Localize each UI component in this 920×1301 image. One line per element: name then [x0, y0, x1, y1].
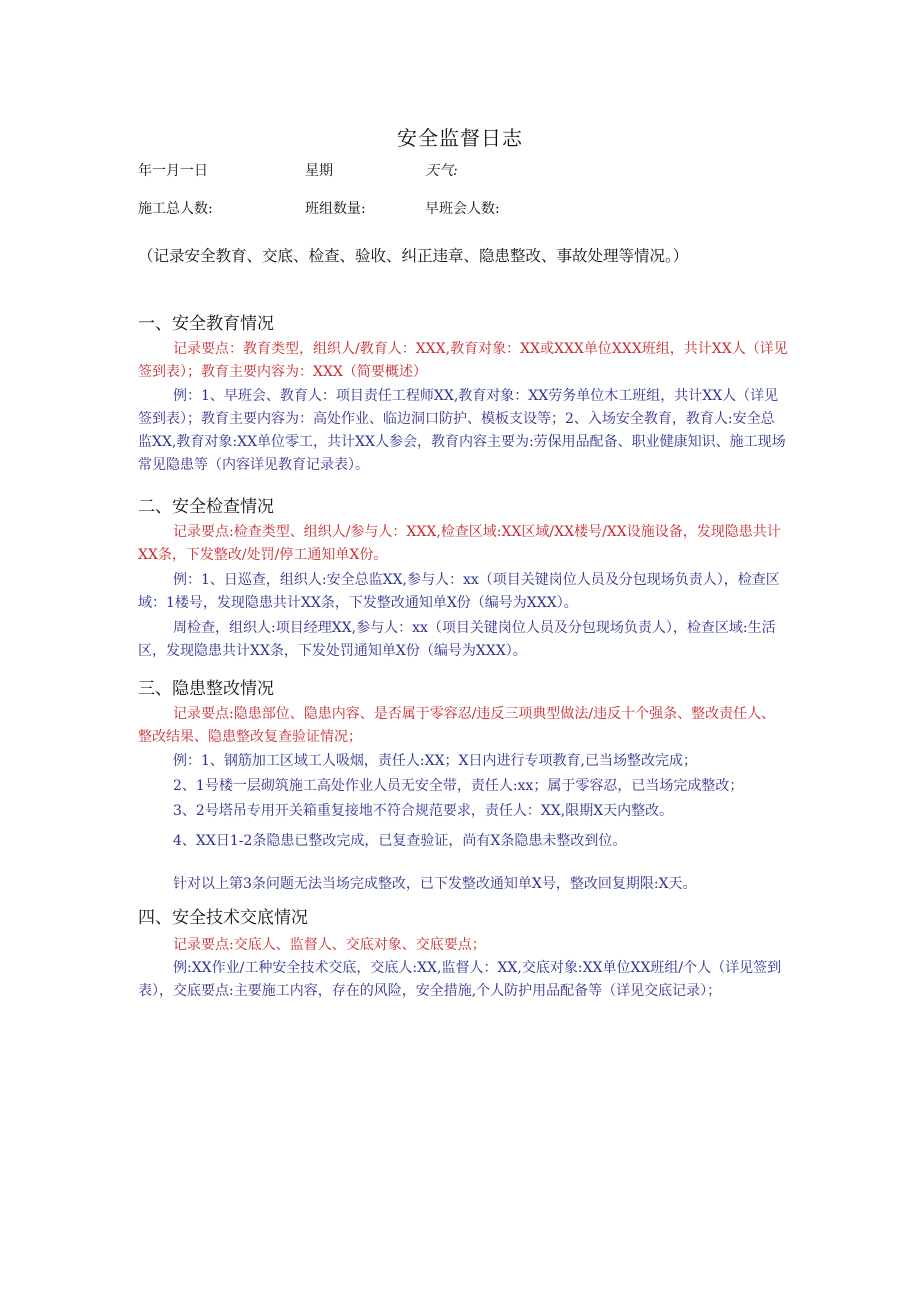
- team-count-field: 班组数量:: [305, 201, 366, 217]
- section-education-key-points: 记录要点：教育类型，组织人/教育人：XXX,教育对象：XX或XXX单位XXX班组，共计XX人（详见签到表）；教育主要内容为：XXX（简要概述）: [138, 341, 788, 380]
- rectification-followup: 针对以上第3条问题无法当场完成整改，已下发整改通知单X号，整改回复期限:X天。: [173, 876, 697, 892]
- record-note: （记录安全教育、交底、检查、验收、纠正违章、隐患整改、事故处理等情况。）: [138, 247, 689, 265]
- document-title: 安全监督日志: [397, 126, 523, 150]
- meeting-count-field: 早班会人数:: [425, 201, 500, 217]
- section-education-example: 例：1、早班会、教育人：项目责任工程师XX,教育对象：XX劳务单位木工班组，共计XX人（详见签到表）；教育主要内容为：高处作业、临边洞口防护、模板支设等；2、入场安全教育，教育人:安全总监XX,教育对象:XX单位零工，共计XX人参会，教育内容主要为:劳保用品配备、职业健康知识、施工现场常见隐患等（内容详见教育记录表）。: [138, 388, 786, 473]
- section-education-heading: 一、安全教育情况: [138, 314, 274, 334]
- weather-field: 天气:: [425, 163, 458, 179]
- section-inspection-example-weekly: 周检查，组织人:项目经理XX,参与人：xx（项目关键岗位人员及分包现场负责人），检查区域:生活区，发现隐患共计XX条，下发处罚通知单X份（编号为XXX）。: [138, 620, 776, 659]
- section-rectification-key-points: 记录要点:隐患部位、隐患内容、是否属于零容忍/违反三项典型做法/违反十个强条、整改责任人、整改结果、隐患整改复查验证情况；: [138, 706, 776, 745]
- section-inspection-example-daily: 例：1、日巡查，组织人:安全总监XX,参与人：xx（项目关键岗位人员及分包现场负责人），检查区域：1楼号，发现隐患共计XX条，下发整改通知单X份（编号为XXX）。: [138, 572, 780, 611]
- rectification-item-2: 2、1号楼一层砌筑施工高处作业人员无安全带，责任人:xx；属于零容忍，已当场完成整改；: [173, 778, 744, 794]
- date-field: 年一月一日: [138, 163, 208, 179]
- rectification-item-4: 4、XX日1-2条隐患已整改完成，已复查验证，尚有X条隐患未整改到位。: [173, 833, 627, 849]
- section-rectification-heading: 三、隐患整改情况: [138, 679, 274, 699]
- rectification-item-3: 3、2号塔吊专用开关箱重复接地不符合规范要求，责任人：XX,限期X天内整改。: [173, 803, 674, 819]
- section-inspection-key-points: 记录要点:检查类型、组织人/参与人：XXX,检查区域:XX区域/XX楼号/XX设施设备，发现隐患共计XX条，下发整改/处罚/停工通知单X份。: [138, 524, 781, 563]
- section-briefing-example: 例:XX作业/工种安全技术交底，交底人:XX,监督人：XX,交底对象:XX单位XX班组/个人（详见签到表），交底要点:主要施工内容，存在的风险，安全措施,个人防护用品配备等（详见交底记录）；: [138, 960, 782, 999]
- section-inspection-heading: 二、安全检查情况: [138, 497, 274, 517]
- section-briefing-key-points: 记录要点:交底人、监督人、交底对象、交底要点；: [173, 937, 486, 953]
- total-workers-field: 施工总人数:: [138, 201, 213, 217]
- section-briefing-heading: 四、安全技术交底情况: [138, 908, 308, 928]
- rectification-item-1: 例：1、钢筋加工区域工人吸烟，责任人:XX；X日内进行专项教育,已当场整改完成；: [173, 753, 697, 769]
- weekday-field: 星期: [305, 163, 333, 179]
